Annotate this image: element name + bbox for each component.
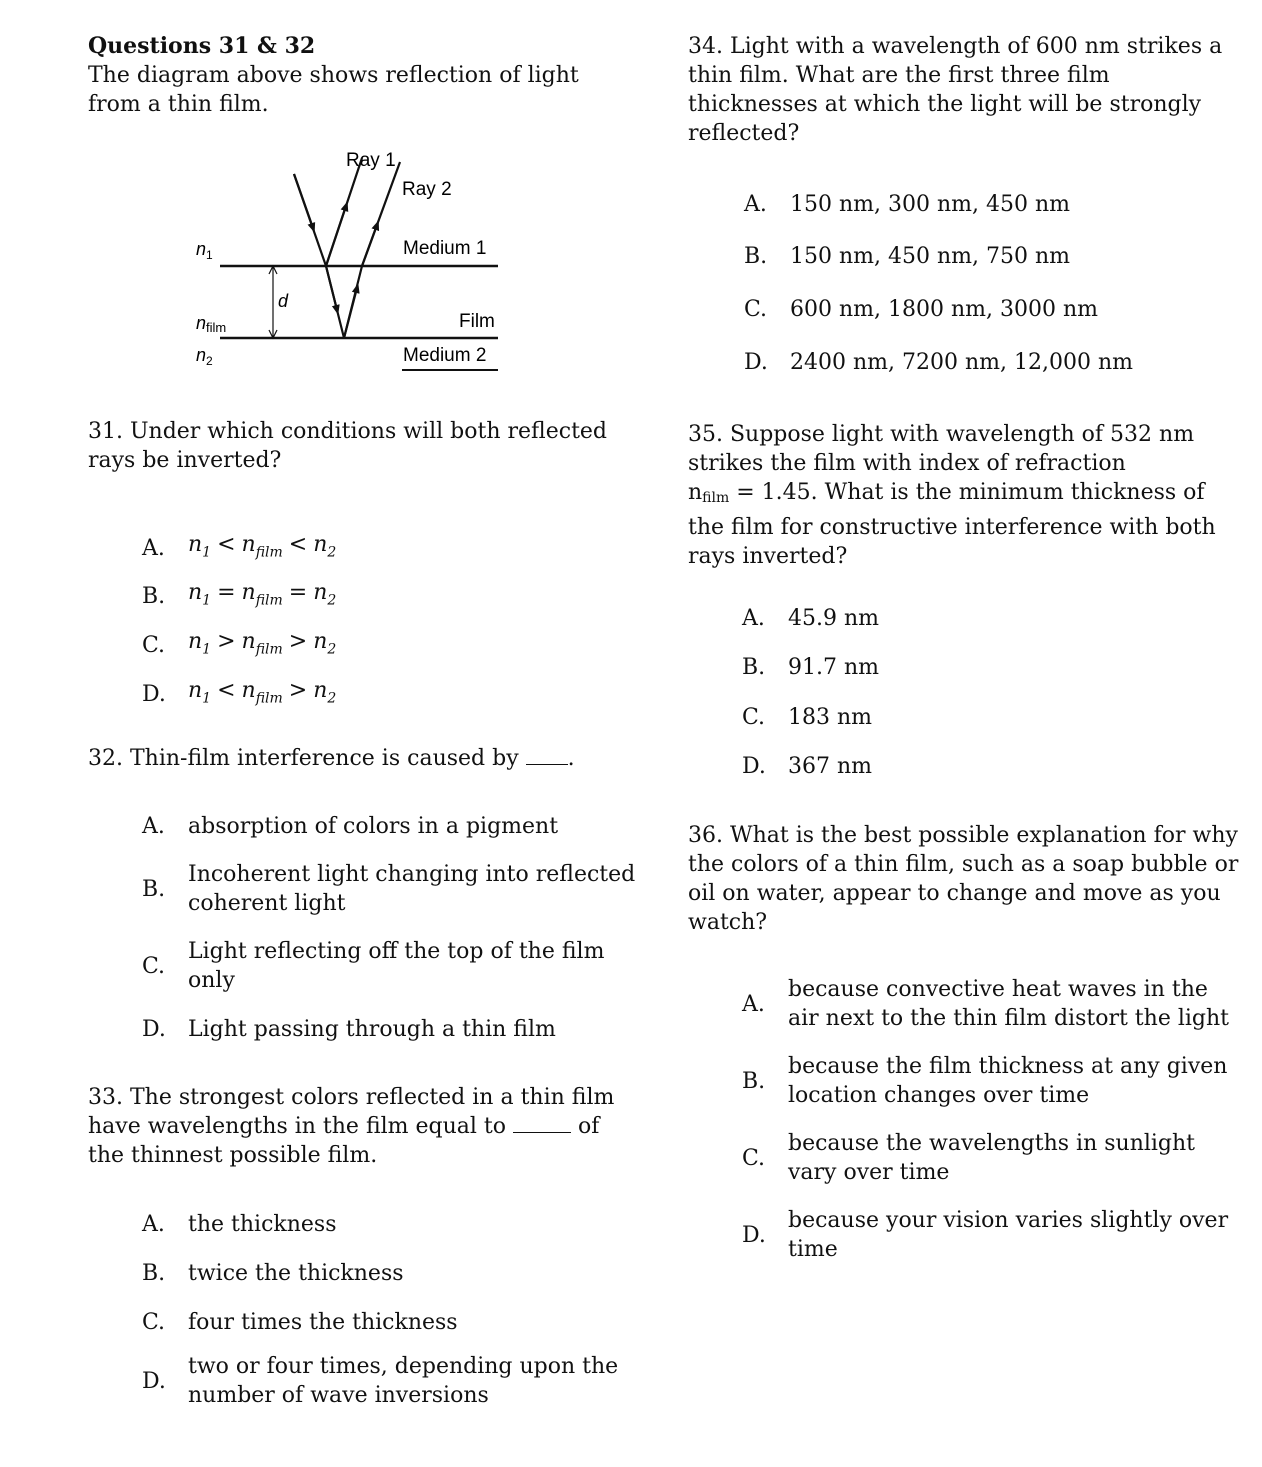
medium2-label: Medium 2 xyxy=(403,345,487,366)
option-text: Incoherent light changing into reflected coherent light xyxy=(188,862,636,916)
q36-option-a[interactable] xyxy=(742,975,1229,1033)
option-letter: B. xyxy=(142,1261,166,1286)
ray2-arrow xyxy=(362,225,377,266)
option-text: 183 nm xyxy=(788,705,873,730)
q31-option-d[interactable] xyxy=(142,676,336,713)
option-letter: C. xyxy=(142,953,166,979)
option-text: because the wavelengths in sunlight vary over time xyxy=(788,1131,1196,1185)
answer-blank xyxy=(526,744,568,765)
option-text: twice the thickness xyxy=(188,1261,404,1286)
option-letter: D. xyxy=(742,1222,766,1248)
inequality: $n_1 = n_{film} = n_2$ xyxy=(188,580,337,609)
q34-option-b[interactable] xyxy=(744,242,1070,271)
option-letter: A. xyxy=(742,606,765,631)
option-text: Light reflecting off the top of the film only xyxy=(188,939,605,993)
q32-option-c[interactable] xyxy=(142,937,604,995)
q32-option-d[interactable] xyxy=(142,1015,556,1044)
option-text: because convective heat waves in the air next to the thin film distort the light xyxy=(788,977,1229,1031)
option-letter: A. xyxy=(744,192,767,217)
question-33-text: 33. The strongest colors reflected in a thin film have wavelengths in the film equal to of the thinnest possible film. xyxy=(88,1085,615,1168)
option-letter: A. xyxy=(142,814,165,839)
option-text: because your vision varies slightly over time xyxy=(788,1208,1229,1262)
question-34-text: 34. Light with a wavelength of 600 nm strikes a thin film. What are the first three film thicknesses at which the light will be strongly reflected? xyxy=(688,34,1223,146)
option-letter: C. xyxy=(142,1310,166,1335)
q34-option-d[interactable] xyxy=(744,348,1133,377)
section-intro: The diagram above shows reflection of light from a thin film. xyxy=(88,63,579,117)
option-letter: B. xyxy=(742,1068,766,1094)
q33-option-b[interactable] xyxy=(142,1259,404,1288)
q32-option-a[interactable] xyxy=(142,812,558,841)
refracted-arrow xyxy=(326,266,337,310)
q34-option-a[interactable] xyxy=(744,190,1070,219)
film-label: Film xyxy=(459,311,495,332)
q31-option-b[interactable] xyxy=(142,578,336,615)
question-36-text: 36. What is the best possible explanation for why the colors of a thin film, such as a soap bubble or oil on water, appear to change and move as you watch? xyxy=(688,823,1239,935)
ray1-label: Ray 1 xyxy=(346,150,396,171)
option-text: 150 nm, 450 nm, 750 nm xyxy=(790,244,1071,269)
q35-option-d[interactable] xyxy=(742,752,872,781)
option-letter: A. xyxy=(142,1212,165,1237)
q33-option-c[interactable] xyxy=(142,1308,458,1337)
option-text: two or four times, depending upon the number of wave inversions xyxy=(188,1354,619,1408)
n1-label: $n_1$ xyxy=(196,239,213,262)
q36-option-b[interactable] xyxy=(742,1052,1227,1110)
option-letter: C. xyxy=(744,297,768,322)
option-letter: D. xyxy=(142,1368,166,1394)
q31-option-a[interactable] xyxy=(142,530,336,567)
option-letter: C. xyxy=(142,633,166,659)
option-letter: D. xyxy=(142,682,166,708)
ray2-label: Ray 2 xyxy=(402,179,452,200)
option-text: Light passing through a thin film xyxy=(188,1017,556,1042)
thin-film-diagram xyxy=(180,140,520,390)
option-text: 45.9 nm xyxy=(788,606,880,631)
option-text: 367 nm xyxy=(788,754,873,779)
option-text: 91.7 nm xyxy=(788,655,880,680)
option-letter: A. xyxy=(142,536,165,562)
q35-option-a[interactable] xyxy=(742,604,879,633)
q31-option-c[interactable] xyxy=(142,627,336,664)
option-letter: D. xyxy=(744,350,768,375)
option-text: the thickness xyxy=(188,1212,337,1237)
section-header: Questions 31 & 32 xyxy=(88,33,316,59)
inequality: $n_1 < n_{film} < n_2$ xyxy=(188,532,337,561)
q35-option-b[interactable] xyxy=(742,653,879,682)
question-31-text: 31. Under which conditions will both reflected rays be inverted? xyxy=(88,419,608,473)
inequality: $n_1 < n_{film} > n_2$ xyxy=(188,678,337,707)
option-letter: B. xyxy=(742,655,766,680)
question-35-text: 35. Suppose light with wavelength of 532 nm strikes the film with index of refraction nfilm = 1.45. What is the minimum thickness of the film for constructive interference with both rays inverted? xyxy=(688,422,1216,569)
option-letter: C. xyxy=(742,1145,766,1171)
q33-option-d[interactable] xyxy=(142,1352,618,1410)
option-text: absorption of colors in a pigment xyxy=(188,814,559,839)
q36-option-d[interactable] xyxy=(742,1206,1228,1264)
n2-label: $n_2$ xyxy=(196,345,213,368)
ray1-arrow xyxy=(326,206,346,266)
option-text: 600 nm, 1800 nm, 3000 nm xyxy=(790,297,1099,322)
option-letter: B. xyxy=(142,876,166,902)
option-text: 2400 nm, 7200 nm, 12,000 nm xyxy=(790,350,1133,375)
option-letter: D. xyxy=(142,1017,166,1042)
option-letter: D. xyxy=(742,754,766,779)
option-letter: A. xyxy=(742,991,765,1017)
q36-option-c[interactable] xyxy=(742,1129,1195,1187)
option-letter: B. xyxy=(744,244,768,269)
q32-option-b[interactable] xyxy=(142,860,635,918)
option-text: four times the thickness xyxy=(188,1310,458,1335)
option-text: because the film thickness at any given location changes over time xyxy=(788,1054,1228,1108)
film-return-arrow xyxy=(344,288,357,338)
inequality: $n_1 > n_{film} > n_2$ xyxy=(188,629,337,658)
q35-option-c[interactable] xyxy=(742,703,872,732)
option-letter: C. xyxy=(742,705,766,730)
option-letter: B. xyxy=(142,584,166,610)
incident-arrow xyxy=(294,174,313,228)
q34-option-c[interactable] xyxy=(744,295,1098,324)
question-32-text: 32. Thin-film interference is caused by . xyxy=(88,746,575,771)
q33-option-a[interactable] xyxy=(142,1210,337,1239)
thickness-label: d xyxy=(278,291,289,311)
medium1-label: Medium 1 xyxy=(403,238,487,259)
option-text: 150 nm, 300 nm, 450 nm xyxy=(790,192,1071,217)
answer-blank xyxy=(513,1112,571,1133)
nfilm-label: nfilm xyxy=(196,313,227,335)
